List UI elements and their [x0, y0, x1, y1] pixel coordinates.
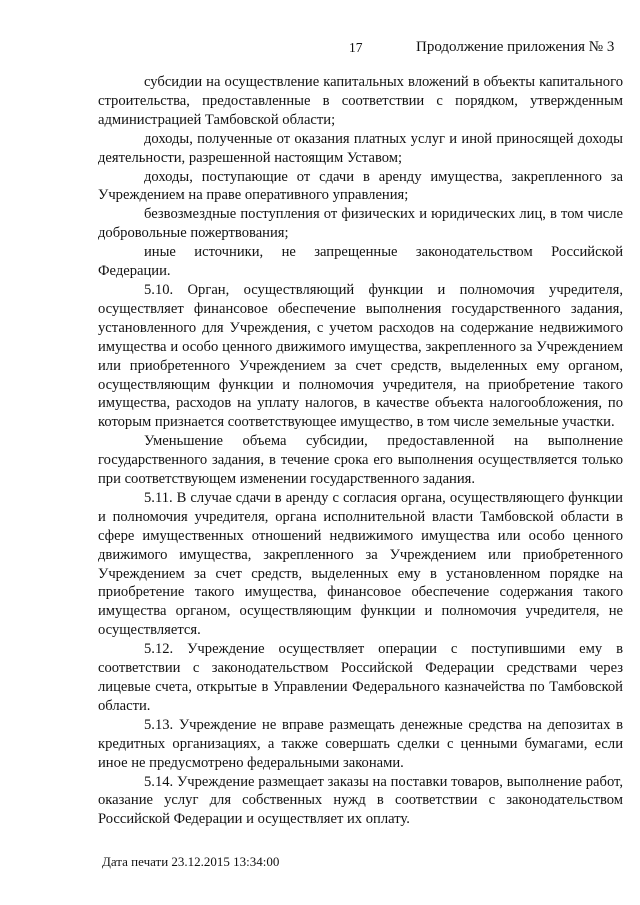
- appendix-continuation-note: Продолжение приложения № 3: [416, 39, 615, 55]
- paragraph-5-12: 5.12. Учреждение осуществляет операции с поступившими ему в соответствии с законодательством Российской Федерации средствами через лицевые счета, открытые в Управлении Федерального казначейства по Тамбовской области.: [98, 641, 623, 714]
- paragraph-subsidy-reduction: Уменьшение объема субсидии, предоставленной на выполнение государственного задания, в течение срока его выполнения осуществляется только при соответствующем изменении государственного задания.: [98, 433, 623, 488]
- print-date: Дата печати 23.12.2015 13:34:00: [102, 854, 280, 869]
- paragraph-rent-income: доходы, поступающие от сдачи в аренду имущества, закрепленного за Учреждением на праве оперативного управления;: [98, 168, 623, 204]
- paragraph-paid-services-income: доходы, полученные от оказания платных услуг и иной приносящей доходы деятельности, разрешенной настоящим Уставом;: [98, 130, 623, 166]
- paragraph-5-10: 5.10. Орган, осуществляющий функции и полномочия учредителя, осуществляет финансовое обеспечение выполнения государственного задания, установленного для Учреждения, с учетом расходов на содержание недвижимого имущества и особо ценного движимого имущества, закрепленного за Учреждением или приобретенного Учреждением за счет средств, выделенных ему органом, осуществляющим функции и полномочия учредителя, на приобретение такого имущества, расходов на уплату налогов, в качестве объекта налогообложения, по которым признается соответствующее имущество, в том числе земельные участки.: [98, 281, 623, 431]
- paragraph-subsidies: субсидии на осуществление капитальных вложений в объекты капитального строительства, предоставленные в соответствии с порядком, утвержденным администрацией Тамбовской области;: [98, 74, 623, 128]
- page-number: 17: [349, 40, 363, 55]
- paragraph-5-11: 5.11. В случае сдачи в аренду с согласия органа, осуществляющего функции и полномочия учредителя, органа исполнительной власти Тамбовской области в сфере имущественных отношений недвижимого имущества или особо ценного движимого имущества, закрепленного за Учреждением или приобретенного Учреждением за счет средств, выделенных ему в установленном порядке на приобретение такого имущества, финансовое обеспечение содержания такого имущества органом, осуществляющим функции и полномочия учредителя, не осуществляется.: [98, 489, 623, 639]
- paragraph-5-13: 5.13. Учреждение не вправе размещать денежные средства на депозитах в кредитных организациях, а также совершать сделки с ценными бумагами, если иное не предусмотрено федеральными законами.: [98, 716, 623, 771]
- document-body: [98, 73, 623, 829]
- paragraph-other-sources: иные источники, не запрещенные законодательством Российской Федерации.: [98, 244, 623, 280]
- paragraph-donations: безвозмездные поступления от физических и юридических лиц, в том числе добровольные пожертвования;: [98, 206, 623, 242]
- paragraph-5-14: 5.14. Учреждение размещает заказы на поставки товаров, выполнение работ, оказание услуг для собственных нужд в соответствии с законодательством Российской Федерации и осуществляет их оплату.: [98, 773, 623, 828]
